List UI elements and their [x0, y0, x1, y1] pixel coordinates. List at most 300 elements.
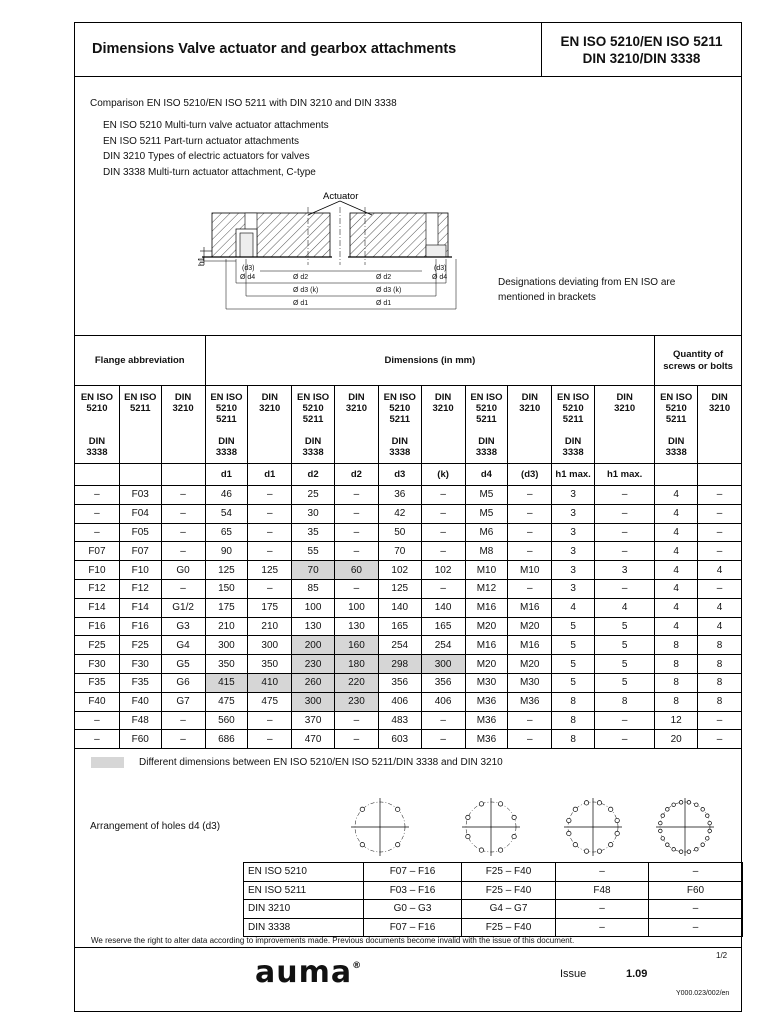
- table-row: [75, 561, 742, 580]
- table-cell: 230: [292, 655, 335, 674]
- table-cell: 125: [205, 561, 248, 580]
- arrangement-cell: F07 – F16: [364, 918, 462, 937]
- table-cell: 210: [205, 617, 248, 636]
- right-flange-half: [348, 207, 452, 265]
- table-cell: 686: [205, 730, 248, 749]
- table-cell: –: [335, 730, 379, 749]
- bolt-hole: [512, 815, 516, 819]
- table-row: [75, 598, 742, 617]
- table-cell: –: [75, 711, 120, 730]
- table-cell: 5: [552, 673, 595, 692]
- standard-header-line: DIN: [564, 436, 582, 447]
- dimension-symbol-header: d1: [205, 464, 248, 486]
- standard-column-header: [292, 386, 335, 464]
- table-cell: F10: [75, 561, 120, 580]
- dimension-symbol-header: [75, 464, 120, 486]
- arrangement-cell: –: [556, 918, 649, 937]
- table-cell: –: [595, 504, 655, 523]
- shaded-legend-swatch: [91, 757, 124, 768]
- right-dimension-labels: [376, 265, 447, 307]
- standard-header-line: [335, 414, 378, 425]
- table-cell: 85: [292, 579, 335, 598]
- standard-header-line: DIN: [667, 436, 685, 447]
- bolt-hole: [695, 847, 699, 851]
- table-cell: –: [698, 542, 742, 561]
- quantity-header-line-1: Quantity of: [673, 348, 724, 360]
- table-cell: F07: [75, 542, 120, 561]
- table-cell: F05: [119, 523, 161, 542]
- table-cell: 8: [552, 730, 595, 749]
- table-cell: –: [421, 579, 465, 598]
- table-cell: 4: [655, 617, 698, 636]
- bolt-hole: [615, 818, 619, 822]
- standard-header-line: 5211: [476, 414, 497, 425]
- standard-header-line: 5211: [216, 414, 237, 425]
- shaded-legend-text: Different dimensions between EN ISO 5210/EN ISO 5211/DIN 3338 and DIN 3210: [139, 757, 503, 768]
- standard-header-line: 5210: [302, 403, 324, 414]
- table-row: [75, 636, 742, 655]
- bolt-hole: [659, 829, 663, 833]
- table-cell: 5: [552, 655, 595, 674]
- table-cell: –: [248, 504, 292, 523]
- table-cell: 5: [595, 655, 655, 674]
- table-cell: 4: [698, 617, 742, 636]
- page-title: Dimensions Valve actuator and gearbox attachments: [92, 41, 457, 57]
- table-cell: G4: [161, 636, 205, 655]
- d3k-label-left: Ø d3 (k): [293, 287, 319, 294]
- disclaimer: We reserve the right to alter data according to improvements made. Previous documents become invalid with the issue of this document.: [91, 936, 575, 945]
- table-cell: 3: [552, 523, 595, 542]
- table-cell: 102: [378, 561, 421, 580]
- standard-header-line: [595, 447, 654, 458]
- table-cell: 8: [655, 692, 698, 711]
- bolt-hole: [360, 807, 364, 811]
- arrangement-cell: DIN 3338: [244, 918, 364, 937]
- table-cell: 4: [655, 523, 698, 542]
- header-spacer: [120, 425, 161, 436]
- standard-header-line: DIN: [391, 436, 408, 447]
- standard-header-line: [698, 414, 741, 425]
- dimension-symbol-header: [655, 464, 698, 486]
- standard-header-line: 5210: [389, 403, 411, 414]
- arrangement-cell: F07 – F16: [364, 863, 462, 882]
- standard-header-line: 3338: [86, 447, 108, 458]
- header-spacer: [698, 425, 741, 436]
- standard-header-line: 5210: [215, 403, 237, 414]
- d3k-label-right: Ø d3 (k): [376, 287, 402, 294]
- table-cell: F14: [119, 598, 161, 617]
- table-cell: –: [335, 711, 379, 730]
- table-cell: G6: [161, 673, 205, 692]
- bolt-hole: [679, 850, 683, 854]
- arrangement-row: [244, 918, 743, 937]
- table-cell: 8: [655, 636, 698, 655]
- standard-header-line: 5210: [665, 403, 687, 414]
- standard-header-line: 3210: [259, 403, 281, 414]
- standard-header-line: 5211: [389, 414, 411, 425]
- standard-header-line: EN ISO: [210, 392, 243, 403]
- table-cell: F40: [119, 692, 161, 711]
- table-cell: 3: [552, 561, 595, 580]
- table-cell: M5: [465, 486, 508, 505]
- standard-line-1: EN ISO 5210/EN ISO 5211: [560, 34, 723, 49]
- table-cell: F12: [75, 579, 120, 598]
- table-row: [75, 523, 742, 542]
- bolt-hole: [466, 834, 470, 838]
- table-cell: 140: [378, 598, 421, 617]
- arrangement-cell: –: [649, 863, 743, 882]
- hole-pattern-4: [351, 798, 409, 856]
- arrangement-cell: EN ISO 5210: [244, 863, 364, 882]
- table-cell: 415: [205, 673, 248, 692]
- table-cell: –: [161, 504, 205, 523]
- table-cell: 356: [421, 673, 465, 692]
- bolt-hole: [498, 848, 502, 852]
- table-cell: F10: [119, 561, 161, 580]
- standard-header-line: [335, 447, 378, 458]
- table-cell: 254: [378, 636, 421, 655]
- table-cell: –: [75, 486, 120, 505]
- header-spacer: [422, 425, 465, 436]
- standard-header-line: EN ISO: [470, 392, 503, 403]
- dimension-symbol-header: d2: [335, 464, 379, 486]
- table-cell: F60: [119, 730, 161, 749]
- standard-header-line: DIN: [521, 392, 538, 403]
- d1-label-right: Ø d1: [376, 300, 392, 307]
- header-spacer: [466, 425, 508, 436]
- flange-diagram: [190, 185, 480, 310]
- arrangement-cell: G4 – G7: [462, 900, 556, 919]
- table-cell: G3: [161, 617, 205, 636]
- header-spacer: [162, 425, 205, 436]
- table-cell: 8: [552, 711, 595, 730]
- header-spacer: [595, 425, 654, 436]
- table-cell: 298: [378, 655, 421, 674]
- table-cell: 160: [335, 636, 379, 655]
- intro-item: DIN 3210 Types of electric actuators for valves: [103, 151, 310, 162]
- table-cell: 230: [335, 692, 379, 711]
- table-cell: M20: [508, 617, 552, 636]
- standard-header-line: EN ISO: [80, 392, 114, 403]
- table-cell: 180: [335, 655, 379, 674]
- arrangement-cell: –: [649, 900, 743, 919]
- table-cell: 175: [248, 598, 292, 617]
- table-cell: 4: [698, 561, 742, 580]
- standard-header-line: [120, 436, 161, 447]
- table-cell: F07: [119, 542, 161, 561]
- table-cell: 54: [205, 504, 248, 523]
- table-cell: 350: [205, 655, 248, 674]
- standard-header-line: 5211: [665, 414, 687, 425]
- bolt-hole: [661, 814, 665, 818]
- table-cell: 125: [378, 579, 421, 598]
- dimension-symbol-header: h1 max.: [552, 464, 595, 486]
- table-cell: 300: [421, 655, 465, 674]
- dimension-symbol-header: [161, 464, 205, 486]
- table-cell: –: [335, 504, 379, 523]
- standard-header-line: 5211: [562, 414, 584, 425]
- table-cell: 603: [378, 730, 421, 749]
- standard-header-line: EN ISO: [660, 392, 693, 403]
- standard-header-line: [248, 436, 291, 447]
- issue-label: Issue: [560, 968, 587, 980]
- standard-header-line: DIN: [304, 436, 322, 447]
- standard-header-line: DIN: [218, 436, 235, 447]
- table-cell: 42: [378, 504, 421, 523]
- standard-header-line: 3338: [665, 447, 687, 458]
- table-cell: 483: [378, 711, 421, 730]
- table-cell: –: [595, 579, 655, 598]
- header-spacer: [335, 425, 378, 436]
- left-flange-half: [200, 207, 340, 265]
- table-cell: 4: [655, 542, 698, 561]
- standard-header-row: [75, 386, 742, 464]
- table-cell: M20: [465, 655, 508, 674]
- table-cell: 3: [552, 504, 595, 523]
- table-cell: –: [698, 523, 742, 542]
- bolt-hole: [608, 807, 612, 811]
- table-cell: 140: [421, 598, 465, 617]
- table-cell: 70: [292, 561, 335, 580]
- table-cell: M16: [508, 636, 552, 655]
- table-cell: –: [595, 730, 655, 749]
- table-cell: 560: [205, 711, 248, 730]
- table-row: [75, 617, 742, 636]
- table-cell: 5: [595, 673, 655, 692]
- standard-header-line: 5211: [302, 414, 324, 425]
- standard-column-header: [655, 386, 698, 464]
- standard-header-line: 3210: [708, 403, 731, 414]
- table-cell: M20: [465, 617, 508, 636]
- table-cell: 4: [655, 598, 698, 617]
- logo-wordmark: auma: [255, 955, 353, 990]
- table-cell: F40: [75, 692, 120, 711]
- standard-header-line: DIN: [616, 392, 633, 403]
- header-spacer: [508, 425, 551, 436]
- table-cell: –: [508, 542, 552, 561]
- table-cell: 220: [335, 673, 379, 692]
- table-cell: 4: [655, 561, 698, 580]
- standard-header-line: DIN: [174, 392, 192, 403]
- standard-header-line: [162, 414, 205, 425]
- issue-value: 1.09: [626, 968, 648, 980]
- table-cell: –: [248, 579, 292, 598]
- header-spacer: [292, 425, 334, 436]
- bolt-hole: [695, 803, 699, 807]
- d3-label-left: (d3): [242, 265, 255, 272]
- table-cell: 200: [292, 636, 335, 655]
- arrangement-row: [244, 900, 743, 919]
- standard-header-line: [595, 436, 654, 447]
- bolt-hole: [573, 842, 577, 846]
- arrangement-cell: –: [556, 863, 649, 882]
- standard-header-line: DIN: [478, 436, 495, 447]
- table-cell: –: [595, 523, 655, 542]
- table-cell: 370: [292, 711, 335, 730]
- bolt-hole: [666, 808, 670, 812]
- header-spacer: [75, 425, 119, 436]
- bolt-hole: [567, 831, 571, 835]
- table-cell: F30: [75, 655, 120, 674]
- table-cell: –: [508, 730, 552, 749]
- table-row: [75, 711, 742, 730]
- d2-label-right: Ø d2: [376, 274, 392, 281]
- table-cell: 3: [595, 561, 655, 580]
- standard-line-2: DIN 3210/DIN 3338: [582, 51, 701, 66]
- standard-header-line: [698, 436, 741, 447]
- intro-item: EN ISO 5211 Part-turn actuator attachments: [103, 136, 300, 147]
- hole-patterns: [343, 797, 742, 857]
- dimensions-header: Dimensions (in mm): [205, 336, 655, 386]
- standard-header-line: EN ISO: [296, 392, 330, 403]
- bolt-hole: [395, 807, 399, 811]
- standard-header-line: EN ISO: [383, 392, 416, 403]
- standard-column-header: [378, 386, 421, 464]
- table-cell: –: [161, 730, 205, 749]
- table-cell: 100: [335, 598, 379, 617]
- quantity-header: [655, 336, 742, 386]
- bolt-hole: [479, 802, 483, 806]
- table-cell: –: [248, 486, 292, 505]
- table-cell: 3: [552, 542, 595, 561]
- designation-note-line-1: Designations deviating from EN ISO are: [498, 277, 676, 288]
- table-cell: 55: [292, 542, 335, 561]
- table-cell: –: [698, 730, 742, 749]
- standard-header-line: [508, 447, 551, 458]
- bolt-hole: [672, 847, 676, 851]
- standard-header-line: 3210: [345, 403, 367, 414]
- hole-pattern-12: [564, 798, 622, 856]
- standard-header-line: 5211: [129, 403, 151, 414]
- table-cell: 470: [292, 730, 335, 749]
- table-cell: M10: [508, 561, 552, 580]
- table-cell: 300: [205, 636, 248, 655]
- table-cell: –: [335, 486, 379, 505]
- table-cell: –: [595, 711, 655, 730]
- bolt-hole: [708, 821, 712, 825]
- footer-rule: [74, 947, 742, 948]
- table-cell: 8: [698, 636, 742, 655]
- table-cell: –: [595, 486, 655, 505]
- table-row: [75, 579, 742, 598]
- table-cell: M16: [465, 636, 508, 655]
- table-cell: 8: [655, 655, 698, 674]
- standard-header-line: [698, 447, 741, 458]
- table-cell: 125: [248, 561, 292, 580]
- standard-header-line: [162, 447, 205, 458]
- document-code: Y000.023/002/en: [676, 990, 730, 997]
- table-cell: G5: [161, 655, 205, 674]
- standard-header-line: 3338: [562, 447, 584, 458]
- table-cell: 350: [248, 655, 292, 674]
- table-row: [75, 504, 742, 523]
- bolt-hole: [701, 808, 705, 812]
- table-cell: 475: [248, 692, 292, 711]
- standard-header-line: EN ISO: [124, 392, 157, 403]
- intro-heading: Comparison EN ISO 5210/EN ISO 5211 with DIN 3210 and DIN 3338: [90, 98, 397, 109]
- header-spacer: [552, 425, 594, 436]
- table-cell: 300: [248, 636, 292, 655]
- table-cell: –: [75, 504, 120, 523]
- table-cell: –: [75, 730, 120, 749]
- bolt-hole: [705, 837, 709, 841]
- arrangement-cell: F03 – F16: [364, 881, 462, 900]
- table-cell: 70: [378, 542, 421, 561]
- table-cell: –: [508, 504, 552, 523]
- bolt-hole: [708, 829, 712, 833]
- arrangement-cell: –: [649, 918, 743, 937]
- bolt-hole: [701, 843, 705, 847]
- standard-column-header: [75, 386, 120, 464]
- bolt-hole: [567, 818, 571, 822]
- standard-header-line: DIN: [261, 392, 278, 403]
- standard-header-line: 5210: [475, 403, 497, 414]
- table-cell: –: [335, 579, 379, 598]
- standard-header-line: DIN: [88, 436, 106, 447]
- standard-header-line: [248, 414, 291, 425]
- bolt-hole: [466, 815, 470, 819]
- table-cell: –: [161, 542, 205, 561]
- table-cell: G1/2: [161, 598, 205, 617]
- arrangement-cell: F25 – F40: [462, 863, 556, 882]
- standard-header-line: DIN: [711, 392, 728, 403]
- dimension-symbol-header: d2: [292, 464, 335, 486]
- table-cell: 4: [655, 579, 698, 598]
- arrangement-cell: G0 – G3: [364, 900, 462, 919]
- standard-header-line: [508, 414, 551, 425]
- standard-header-line: [422, 436, 465, 447]
- table-row: [75, 730, 742, 749]
- standard-header-line: 3210: [172, 403, 194, 414]
- designation-note-line-2: mentioned in brackets: [498, 292, 596, 303]
- table-cell: 4: [655, 486, 698, 505]
- hole-pattern-8: [462, 798, 520, 856]
- table-cell: 475: [205, 692, 248, 711]
- bolt-hole: [687, 801, 691, 805]
- bolt-hole: [395, 842, 399, 846]
- table-cell: M30: [508, 673, 552, 692]
- arrangement-row: [244, 863, 743, 882]
- h1-label: h1: [197, 257, 206, 266]
- arrangement-cell: F25 – F40: [462, 918, 556, 937]
- table-cell: 4: [595, 598, 655, 617]
- standard-column-header: [698, 386, 742, 464]
- table-cell: 300: [292, 692, 335, 711]
- table-cell: –: [421, 711, 465, 730]
- dimension-symbol-row: [75, 464, 742, 486]
- table-cell: 46: [205, 486, 248, 505]
- table-cell: –: [508, 523, 552, 542]
- table-cell: –: [161, 486, 205, 505]
- arrangement-cell: EN ISO 5211: [244, 881, 364, 900]
- table-cell: 165: [421, 617, 465, 636]
- standard-header-line: [75, 414, 119, 425]
- standard-header-line: 3338: [215, 447, 237, 458]
- table-cell: M36: [508, 692, 552, 711]
- table-row: [75, 673, 742, 692]
- table-cell: M12: [465, 579, 508, 598]
- arrangement-table: [243, 862, 743, 937]
- header-spacer: [655, 425, 697, 436]
- quantity-header-line-2: screws or bolts: [663, 360, 733, 372]
- page-number: 1/2: [716, 951, 728, 960]
- table-cell: 8: [655, 673, 698, 692]
- table-cell: 5: [552, 636, 595, 655]
- table-cell: 3: [552, 579, 595, 598]
- left-dimension-labels: [240, 265, 318, 307]
- table-cell: G0: [161, 561, 205, 580]
- header-spacer: [379, 425, 421, 436]
